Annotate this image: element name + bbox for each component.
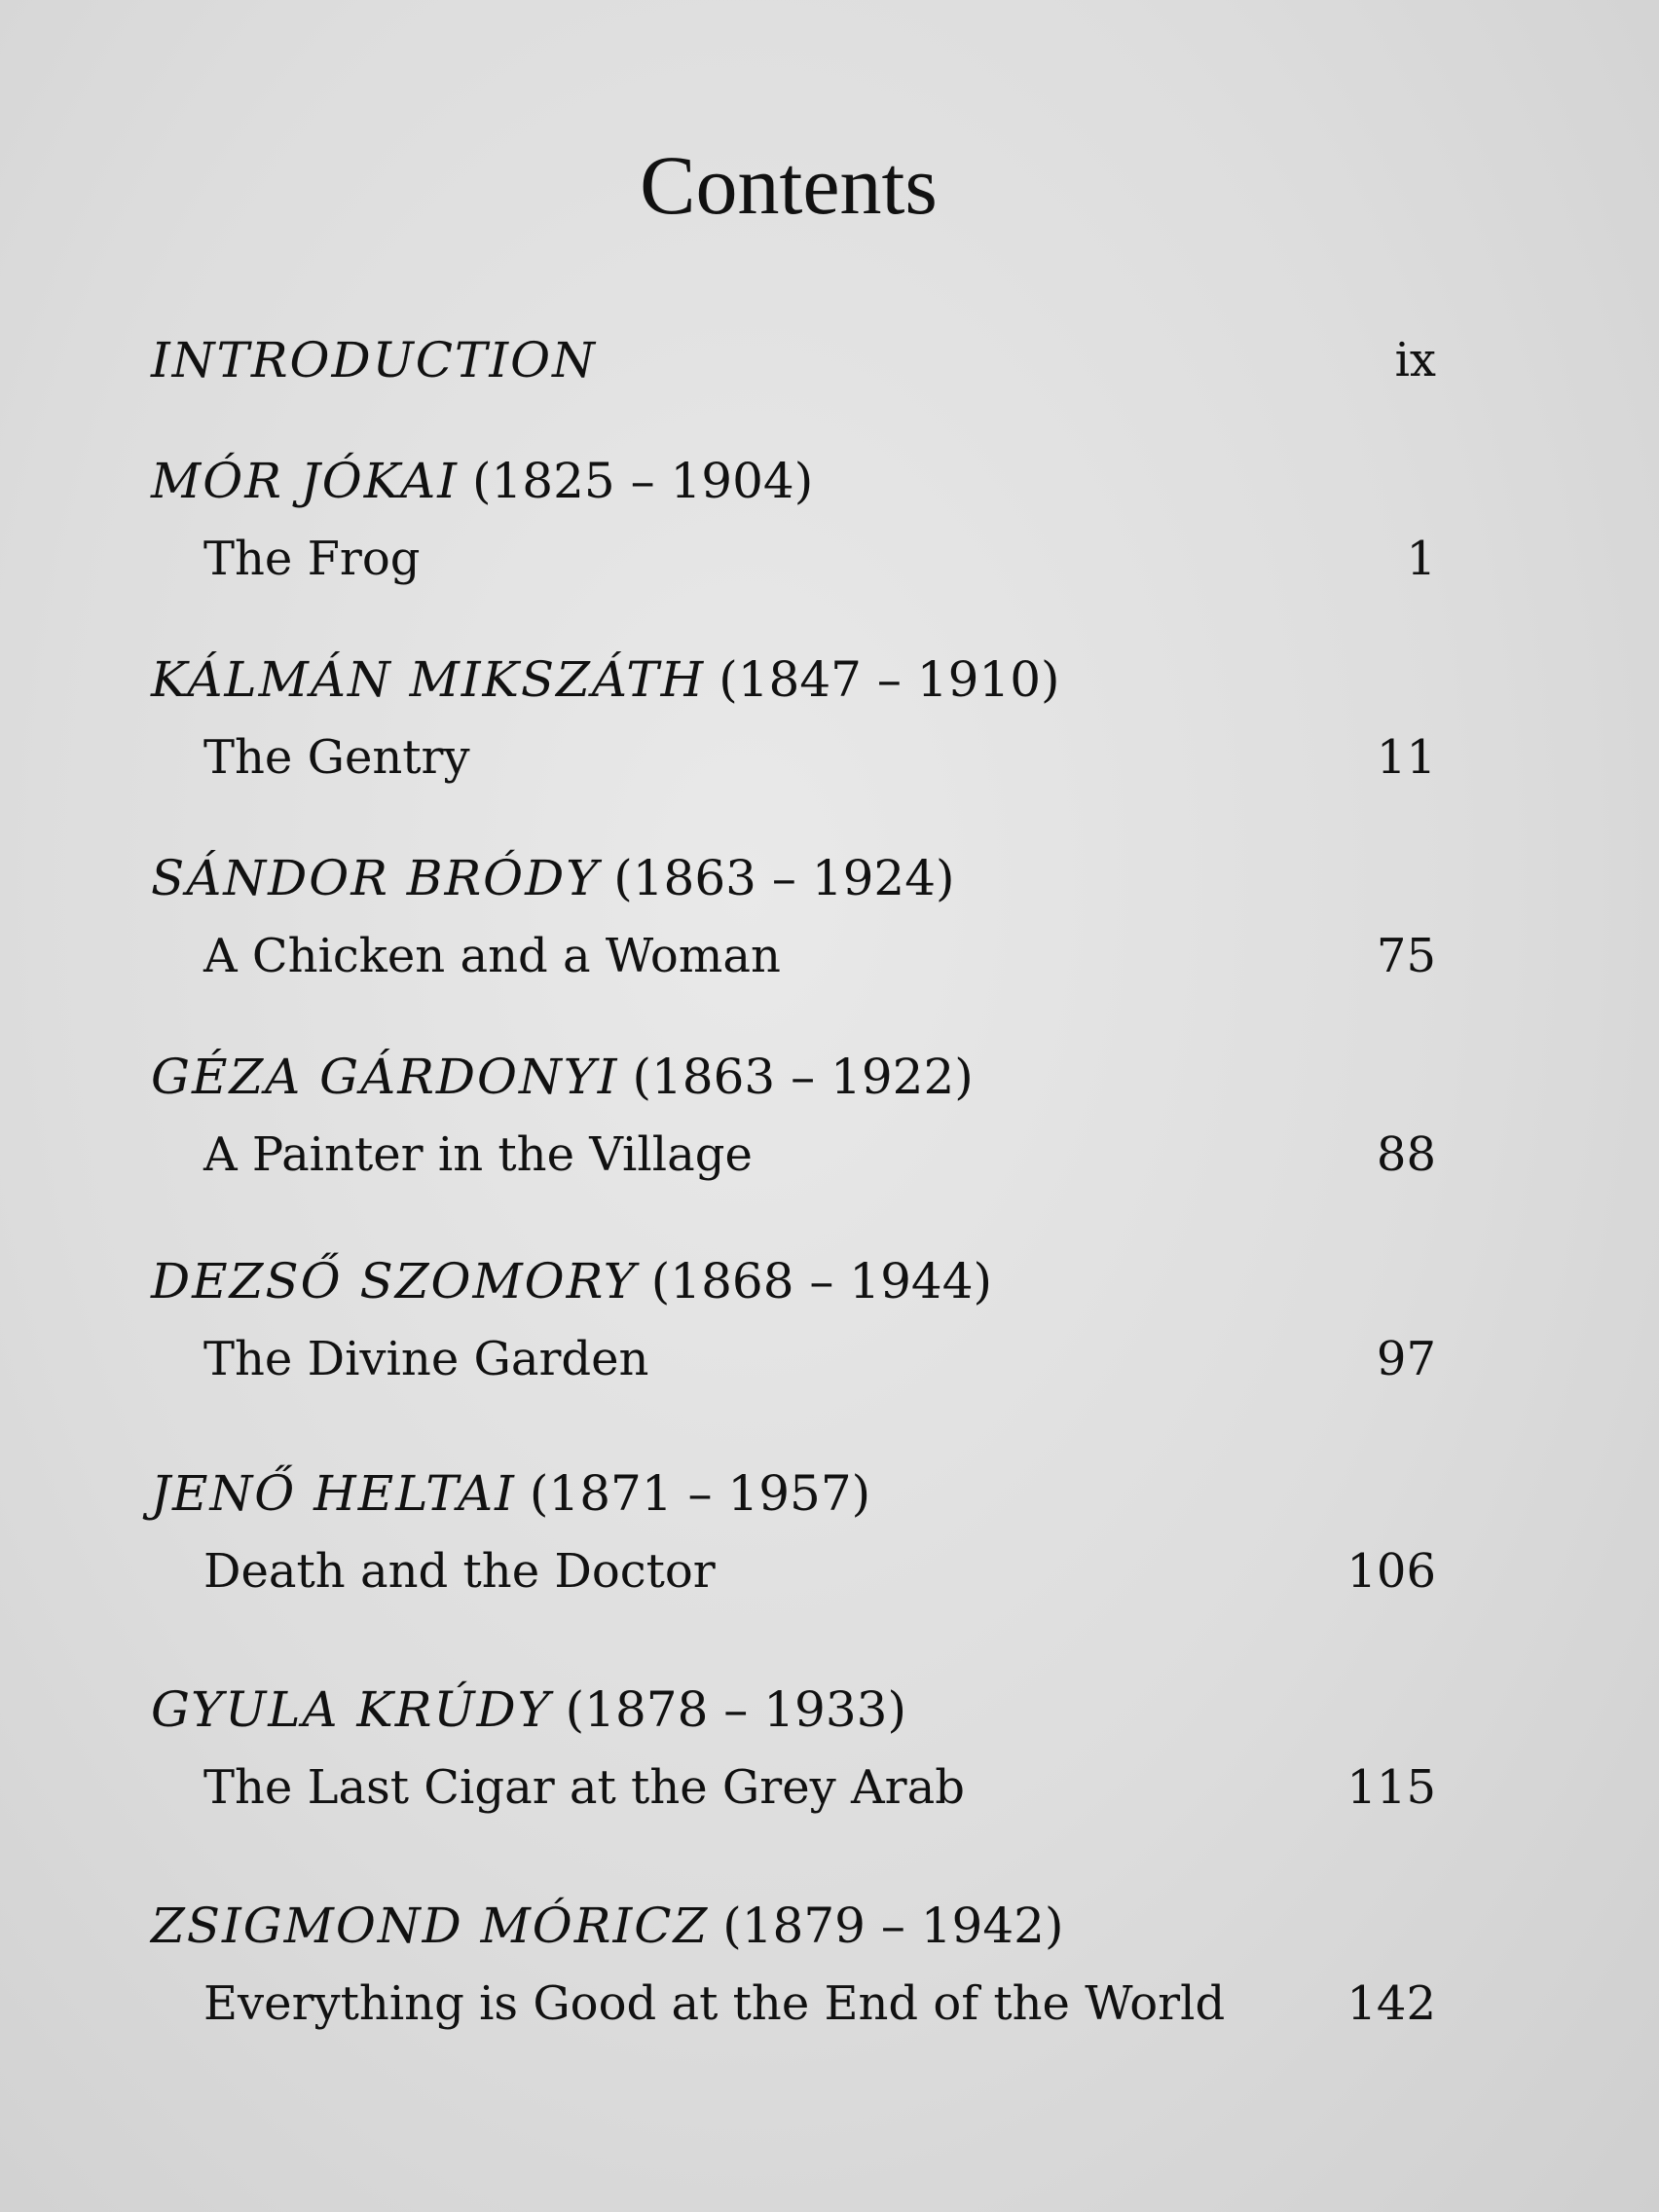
author-dates: (1878 – 1933) [565, 1681, 906, 1738]
introduction-label: INTRODUCTION [151, 332, 597, 388]
author-dates: (1847 – 1910) [719, 651, 1060, 708]
page-title: Contents [640, 138, 938, 232]
contents-entry [151, 442, 1436, 598]
contents-entry [151, 1455, 1436, 1610]
story-page-number: 75 [1376, 929, 1436, 983]
story-title: Death and the Doctor [203, 1544, 716, 1599]
author-line [151, 1455, 1436, 1532]
contents-entry [151, 1887, 1436, 2043]
contents-entry [151, 641, 1436, 796]
contents-entry [151, 1671, 1436, 1826]
contents-entry [151, 1242, 1436, 1398]
story-title: The Divine Garden [203, 1332, 649, 1386]
story-page-number: 11 [1376, 730, 1436, 785]
story-title: A Chicken and a Woman [203, 929, 781, 983]
author-name: GÉZA GÁRDONYI [151, 1049, 619, 1105]
author-dates: (1825 – 1904) [471, 453, 814, 509]
author-line [151, 442, 1436, 520]
story-title: The Gentry [203, 730, 470, 785]
author-line [151, 1038, 1436, 1116]
author-name: JENŐ HELTAI [151, 1465, 516, 1522]
story-line [151, 1320, 1436, 1398]
author-dates: (1868 – 1944) [650, 1253, 993, 1309]
author-dates: (1863 – 1922) [632, 1049, 974, 1105]
story-line [151, 1749, 1436, 1826]
story-title: The Frog [203, 532, 421, 586]
story-page-number: 97 [1376, 1332, 1436, 1386]
story-line [151, 1532, 1436, 1610]
author-line [151, 839, 1436, 917]
introduction-entry [151, 321, 1436, 399]
author-name: DEZSŐ SZOMORY [151, 1253, 638, 1309]
story-line [151, 1116, 1436, 1194]
story-line [151, 719, 1436, 796]
introduction-page-number: ix [1394, 333, 1436, 387]
author-dates: (1863 – 1924) [613, 850, 955, 906]
story-line [151, 520, 1436, 598]
author-dates: (1871 – 1957) [529, 1465, 871, 1522]
story-line [151, 1965, 1436, 2043]
story-title: Everything is Good at the End of the World [203, 1976, 1226, 2031]
story-title: The Last Cigar at the Grey Arab [203, 1760, 965, 1815]
story-title: A Painter in the Village [203, 1127, 753, 1182]
author-dates: (1879 – 1942) [722, 1898, 1064, 1954]
author-name: MÓR JÓKAI [151, 453, 459, 509]
story-page-number: 1 [1406, 532, 1436, 586]
story-page-number: 142 [1346, 1976, 1436, 2031]
contents-entry [151, 1038, 1436, 1194]
author-line [151, 1242, 1436, 1320]
story-page-number: 106 [1346, 1544, 1436, 1599]
author-name: ZSIGMOND MÓRICZ [151, 1898, 710, 1954]
author-name: SÁNDOR BRÓDY [151, 850, 601, 906]
contents-entry [151, 839, 1436, 995]
author-line [151, 641, 1436, 719]
story-page-number: 115 [1346, 1760, 1436, 1815]
author-name: GYULA KRÚDY [151, 1681, 552, 1738]
story-page-number: 88 [1376, 1127, 1436, 1182]
story-line [151, 917, 1436, 995]
author-name: KÁLMÁN MIKSZÁTH [151, 651, 706, 708]
author-line [151, 1671, 1436, 1749]
author-line [151, 1887, 1436, 1965]
contents-list [151, 321, 1436, 2043]
